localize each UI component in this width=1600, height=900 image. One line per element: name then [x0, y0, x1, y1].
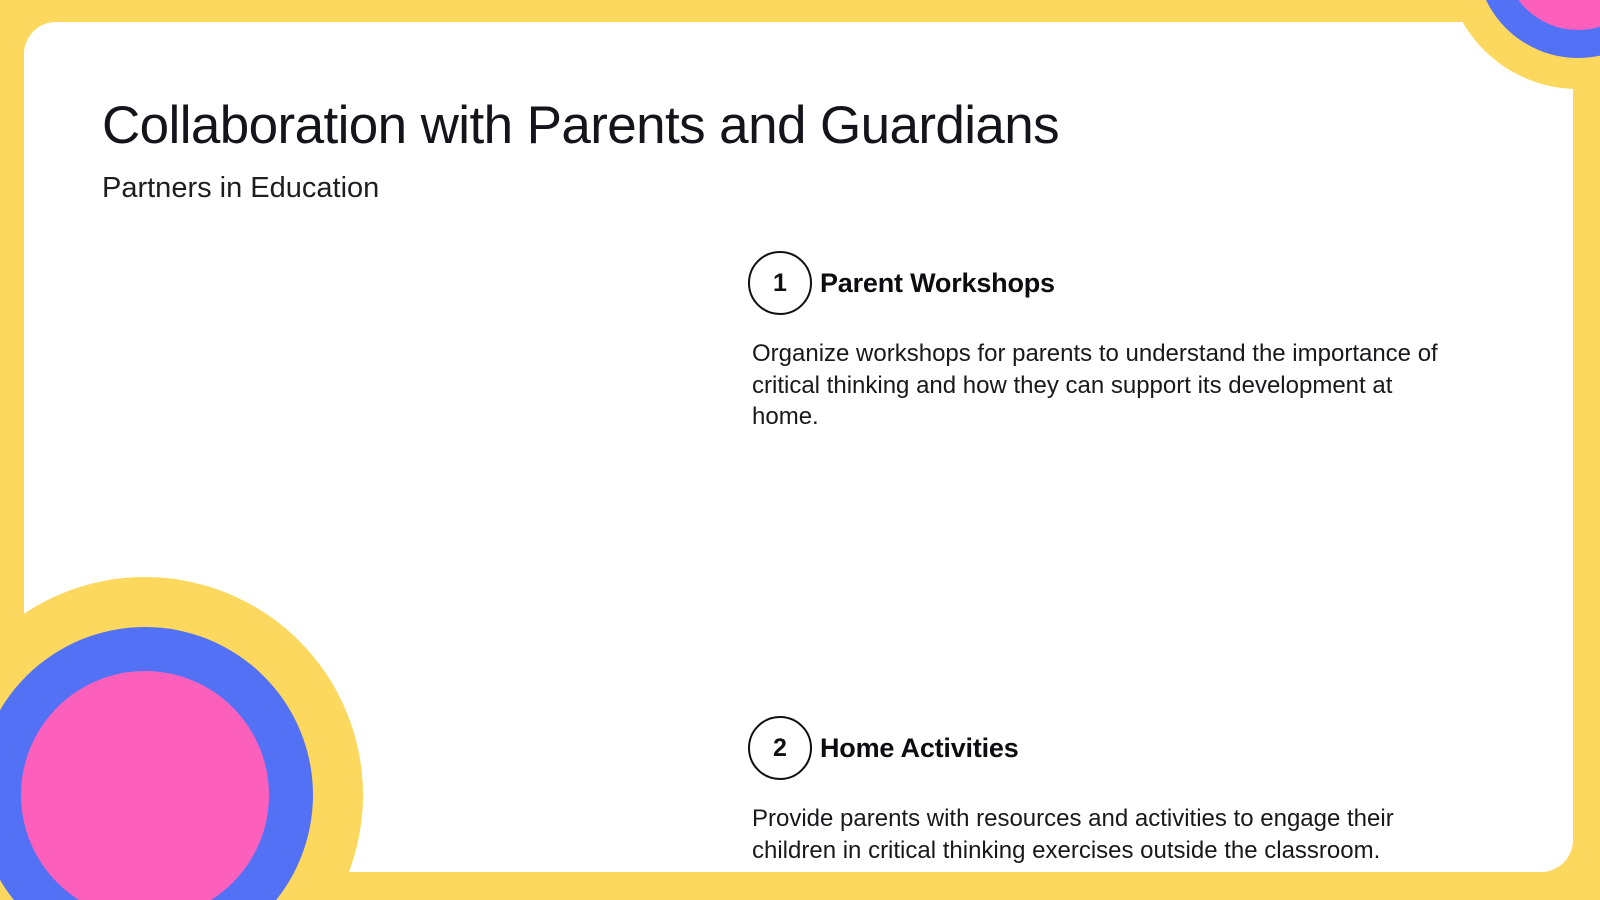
slide-header	[102, 96, 1302, 206]
page-subtitle: Partners in Education	[102, 172, 380, 205]
page-title: Collaboration with Parents and Guardians	[102, 96, 1060, 155]
list-item-description: Provide parents with resources and activities to engage their children in critical thinking exercises outside the classroom.	[752, 805, 1394, 864]
list-item	[748, 250, 1460, 433]
list-item-header	[748, 715, 1460, 781]
step-number-badge: 2	[748, 716, 812, 780]
image-placeholder-column	[102, 250, 748, 810]
list-item-description: Organize workshops for parents to understand the importance of critical thinking and how they can support its development at home.	[752, 340, 1438, 431]
list-item-header	[748, 250, 1460, 316]
list-item-title: Home Activities	[820, 732, 1019, 763]
list-item-title: Parent Workshops	[820, 267, 1055, 298]
list-item	[748, 715, 1460, 866]
numbered-items-column	[748, 250, 1492, 864]
slide-body	[102, 250, 1492, 864]
step-number-badge: 1	[748, 251, 812, 315]
